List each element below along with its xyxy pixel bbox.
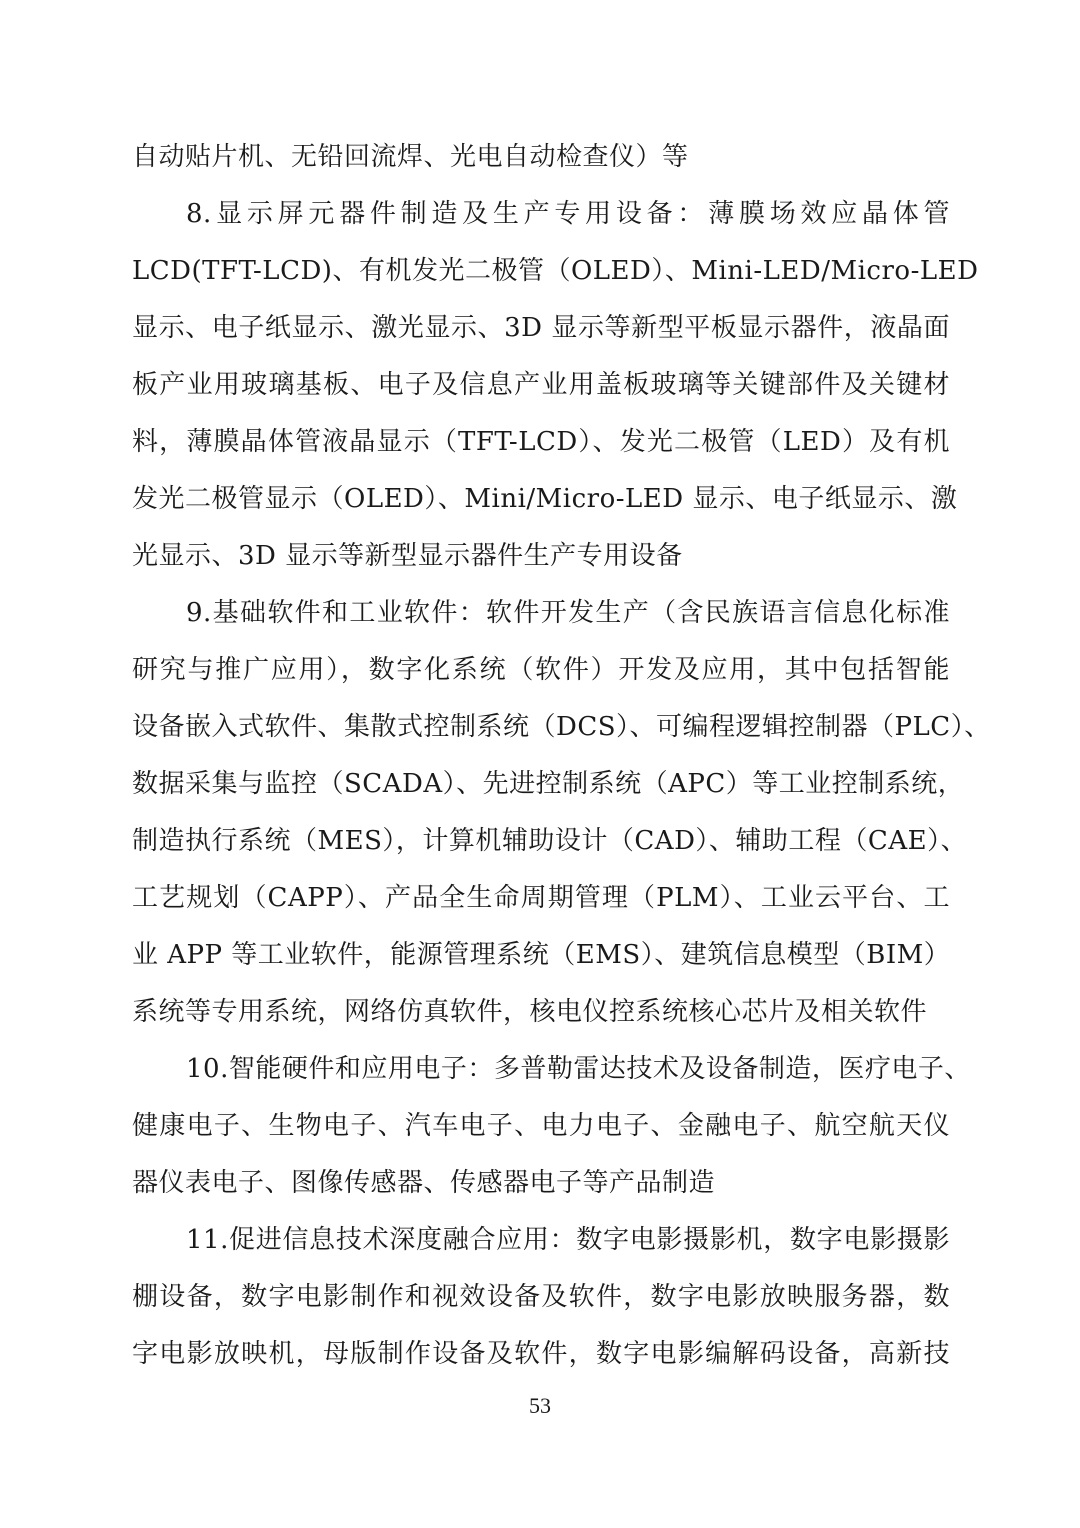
- text-line-12: 数据采集与监控（SCADA）、先进控制系统（APC）等工业控制系统，: [132, 769, 965, 799]
- text-line-21: 棚设备，数字电影制作和视效设备及软件，数字电影放映服务器，数: [132, 1282, 950, 1312]
- text-line-8: 光显示、3D 显示等新型显示器件生产专用设备: [132, 541, 683, 571]
- text-line-1: 自动贴片机、无铅回流焊、光电自动检查仪）等: [132, 142, 689, 172]
- text-line-5: 板产业用玻璃基板、电子及信息产业用盖板玻璃等关键部件及关键材: [132, 370, 950, 400]
- text-line-17: 10.智能硬件和应用电子：多普勒雷达技术及设备制造，医疗电子、: [186, 1054, 971, 1084]
- page-number: 53: [529, 1393, 551, 1418]
- text-line-15: 业 APP 等工业软件，能源管理系统（EMS）、建筑信息模型（BIM）: [132, 940, 951, 970]
- text-line-20: 11.促进信息技术深度融合应用：数字电影摄影机，数字电影摄影: [186, 1225, 950, 1255]
- text-line-7: 发光二极管显示（OLED）、Mini/Micro-LED 显示、电子纸显示、激: [132, 484, 958, 514]
- text-line-9: 9.基础软件和工业软件：软件开发生产（含民族语言信息化标准: [186, 598, 950, 628]
- text-line-6: 料，薄膜晶体管液晶显示（TFT-LCD）、发光二极管（LED）及有机: [132, 427, 950, 457]
- text-line-13: 制造执行系统（MES），计算机辅助设计（CAD）、辅助工程（CAE）、: [132, 826, 968, 856]
- text-line-14: 工艺规划（CAPP）、产品全生命周期管理（PLM）、工业云平台、工: [132, 883, 950, 913]
- text-line-2: 8.显示屏元器件制造及生产专用设备：薄膜场效应晶体管: [186, 199, 950, 229]
- text-line-22: 字电影放映机，母版制作设备及软件，数字电影编解码设备，高新技: [132, 1339, 950, 1369]
- text-line-18: 健康电子、生物电子、汽车电子、电力电子、金融电子、航空航天仪: [132, 1111, 950, 1141]
- text-line-16: 系统等专用系统，网络仿真软件，核电仪控系统核心芯片及相关软件: [132, 997, 928, 1027]
- text-line-10: 研究与推广应用），数字化系统（软件）开发及应用，其中包括智能: [132, 655, 950, 685]
- text-line-19: 器仪表电子、图像传感器、传感器电子等产品制造: [132, 1168, 716, 1198]
- text-line-3: LCD(TFT-LCD)、有机发光二极管（OLED）、Mini-LED/Micro-LED: [132, 256, 979, 286]
- text-line-11: 设备嵌入式软件、集散式控制系统（DCS）、可编程逻辑控制器（PLC）、: [132, 712, 991, 742]
- text-line-4: 显示、电子纸显示、激光显示、3D 显示等新型平板显示器件，液晶面: [132, 313, 950, 343]
